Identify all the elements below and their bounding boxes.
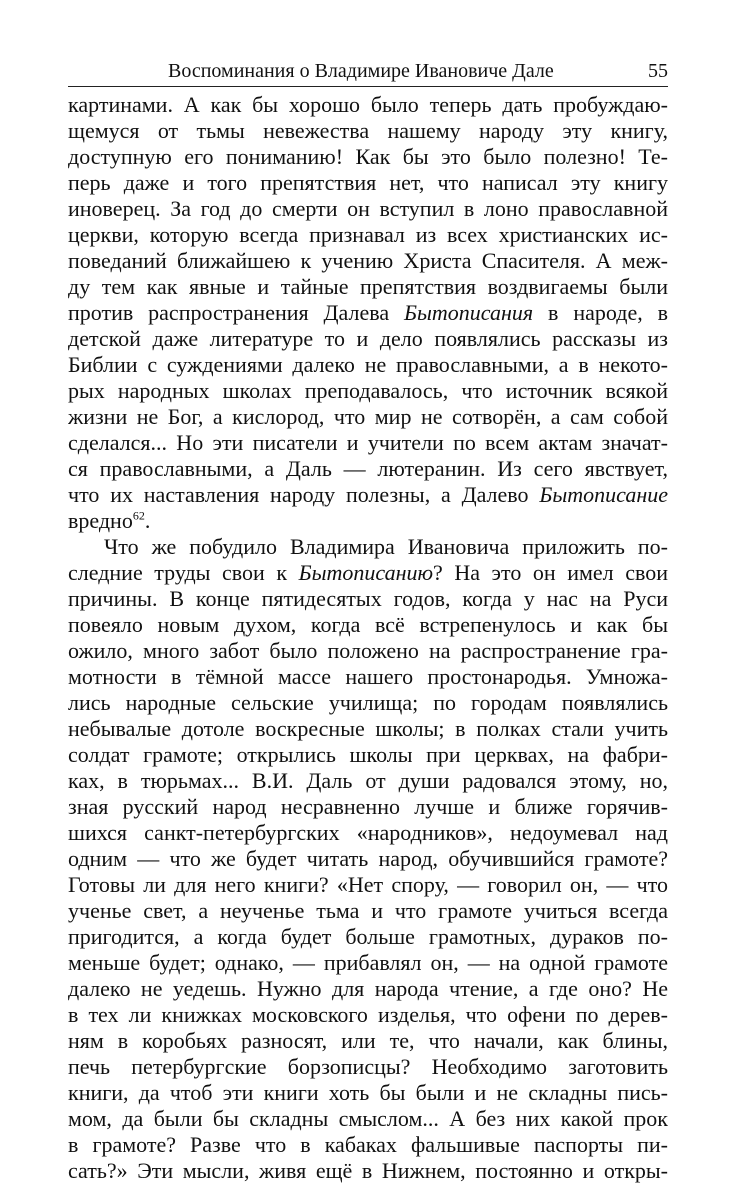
text-segment: зная русский народ несравненно лучше и ближе горячив- <box>68 794 668 819</box>
text-line <box>68 196 668 222</box>
text-line <box>68 768 668 794</box>
page-number: 55 <box>648 60 668 82</box>
text-line <box>68 326 668 352</box>
text-line <box>68 378 668 404</box>
text-line <box>68 950 668 976</box>
text-line <box>68 1080 668 1106</box>
text-segment: в народе, в <box>533 300 668 325</box>
text-segment: поведаний ближайшею к учению Христа Спасителя. А меж- <box>68 248 668 273</box>
text-line <box>68 222 668 248</box>
text-segment: картинами. А как бы хорошо было теперь дать пробуждаю- <box>68 92 668 117</box>
text-segment: книги, да чтоб эти книги хоть бы были и не складны пись- <box>68 1080 668 1105</box>
text-line <box>68 560 668 586</box>
text-line <box>68 1132 668 1158</box>
text-segment: в грамоте? Разве что в кабаках фальшивые паспорты пи- <box>68 1132 668 1157</box>
text-line <box>68 742 668 768</box>
text-line <box>68 586 668 612</box>
text-line <box>68 1054 668 1080</box>
italic-title: Бытописанию <box>298 560 434 585</box>
text-line <box>68 716 668 742</box>
text-segment: причины. В конце пятидесятых годов, когда у нас на Руси <box>68 586 668 611</box>
text-segment: вредно <box>68 508 133 533</box>
text-line <box>68 144 668 170</box>
text-segment: пригодится, а когда будет больше грамотных, дураков по- <box>68 924 668 949</box>
running-title: Воспоминания о Владимире Ивановиче Дале <box>168 60 554 82</box>
text-line <box>68 430 668 456</box>
body-text <box>68 92 668 1184</box>
italic-title: Бытописания <box>404 300 534 325</box>
text-line <box>68 898 668 924</box>
text-line <box>68 924 668 950</box>
text-segment: шихся санкт-петербургских «народников», недоумевал над <box>68 820 668 845</box>
text-line <box>68 976 668 1002</box>
text-segment: Библии с суждениями далеко не православными, а в некото- <box>68 352 668 377</box>
text-line <box>68 612 668 638</box>
text-segment: сать?» Эти мысли, живя ещё в Нижнем, постоянно и откры- <box>68 1158 668 1183</box>
text-segment: меньше будет; однако, — прибавлял он, — на одной грамоте <box>68 950 668 975</box>
text-line <box>68 1002 668 1028</box>
text-segment: ся православными, а Даль — лютеранин. Из сего явствует, <box>68 456 668 481</box>
text-line <box>68 1106 668 1132</box>
text-line <box>68 456 668 482</box>
text-segment: доступную его пониманию! Как бы это было полезно! Те- <box>68 144 668 169</box>
text-segment: далеко не уедешь. Нужно для народа чтение, а где оно? Не <box>68 976 668 1001</box>
text-line <box>68 300 668 326</box>
text-segment: жизни не Бог, а кислород, что мир не сотворён, а сам собой <box>68 404 668 429</box>
text-line <box>68 274 668 300</box>
text-segment: мотности в тёмной массе нашего простонародья. Умножа- <box>68 664 668 689</box>
text-line <box>68 638 668 664</box>
text-line <box>68 248 668 274</box>
text-segment: в тех ли книжках московского изделья, что офени по дерев- <box>68 1002 668 1027</box>
text-line <box>68 170 668 196</box>
text-segment: церкви, которую всегда признавал из всех христианских ис- <box>68 222 668 247</box>
text-line <box>68 352 668 378</box>
italic-title: Бытописание <box>539 482 668 507</box>
text-segment: детской даже литературе то и дело появлялись рассказы из <box>68 326 668 351</box>
text-segment: следние труды свои к <box>68 560 299 585</box>
text-line <box>68 872 668 898</box>
footnote-ref: 62 <box>132 508 145 523</box>
text-segment: против распространения Далева <box>68 300 405 325</box>
text-line <box>68 1028 668 1054</box>
text-segment: ученье свет, а неученье тьма и что грамоте учиться всегда <box>68 898 668 923</box>
text-line <box>68 690 668 716</box>
text-line <box>68 1158 668 1184</box>
text-line <box>68 508 668 534</box>
text-segment: щемуся от тьмы невежества нашему народу эту книгу, <box>68 118 668 143</box>
text-segment: повеяло новым духом, когда всё встрепенулось и как бы <box>68 612 668 637</box>
text-segment: . <box>144 508 151 533</box>
text-segment: одним — что же будет читать народ, обучившийся грамоте? <box>68 846 668 871</box>
text-segment: сделался... Но эти писатели и учители по всем актам значат- <box>68 430 668 455</box>
header-rule <box>68 86 668 87</box>
text-line <box>68 820 668 846</box>
text-segment: ках, в тюрьмах... В.И. Даль от души радовался этому, но, <box>68 768 668 793</box>
text-line <box>68 534 668 560</box>
text-segment: рых народных школах преподавалось, что источник всякой <box>68 378 668 403</box>
text-segment: ? На это он имел свои <box>433 560 668 585</box>
text-line <box>68 92 668 118</box>
text-line <box>68 794 668 820</box>
text-segment: небывалые дотоле воскресные школы; в полках стали учить <box>68 716 668 741</box>
text-segment: что их наставления народу полезны, а Далево <box>68 482 540 507</box>
text-segment: мом, да были бы складны смыслом... А без них какой прок <box>68 1106 668 1131</box>
text-segment: лись народные сельские училища; по городам появлялись <box>68 690 668 715</box>
text-segment: ням в коробьях разносят, или те, что начали, как блины, <box>68 1028 668 1053</box>
text-segment: солдат грамоте; открылись школы при церквах, на фабри- <box>68 742 668 767</box>
text-line <box>68 482 668 508</box>
text-segment: печь петербургские борзописцы? Необходимо заготовить <box>68 1054 668 1079</box>
page-header <box>68 60 668 86</box>
text-segment: Что же побудило Владимира Ивановича приложить по- <box>104 534 668 559</box>
text-line <box>68 846 668 872</box>
text-segment: Готовы ли для него книги? «Нет спору, — говорил он, — что <box>68 872 668 897</box>
text-line <box>68 664 668 690</box>
text-segment: ожило, много забот было положено на распространение гра- <box>68 638 668 663</box>
text-segment: перь даже и того препятствия нет, что написал эту книгу <box>68 170 668 195</box>
text-segment: иноверец. За год до смерти он вступил в лоно православной <box>68 196 668 221</box>
text-line <box>68 404 668 430</box>
text-segment: ду тем как явные и тайные препятствия воздвигаемы были <box>68 274 668 299</box>
text-line <box>68 118 668 144</box>
